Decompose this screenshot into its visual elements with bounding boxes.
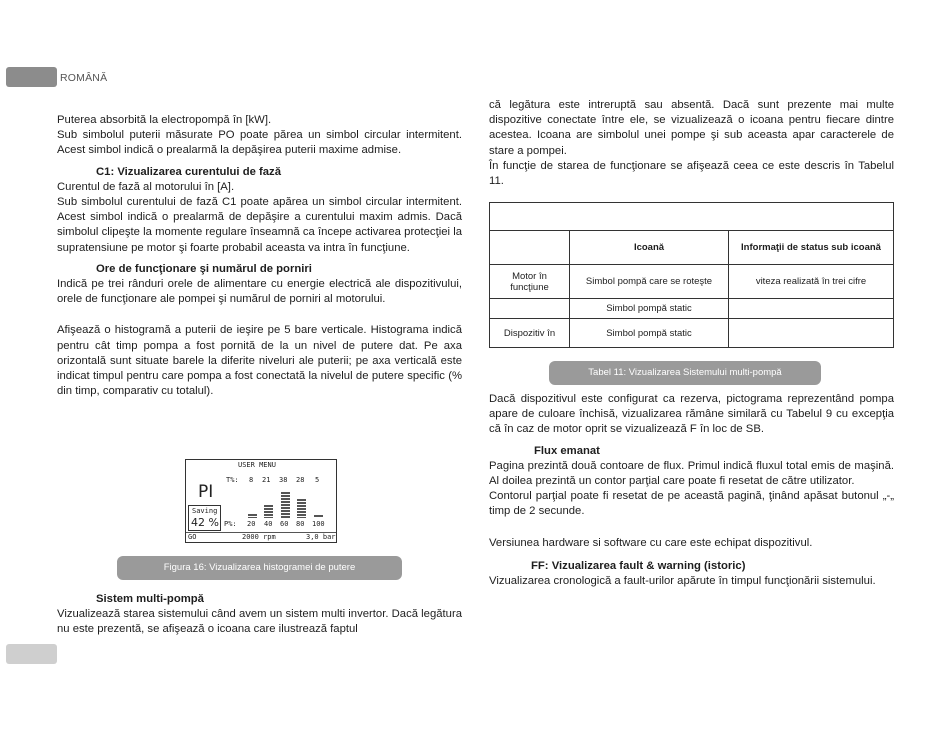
table-cell [729, 299, 894, 319]
lcd-p-label: P%: [224, 520, 237, 528]
paragraph: că legătura este intreruptă sau absentă. Dacă sunt prezente mai multe dispozitive conectate între ele, se vizualizează o icoana pentru fiecare dintre acestea. Icoana are simbolul unei pompe şi sub aceasta apar caracterele de stare a pompei. [489, 99, 894, 157]
histogram-bar [314, 515, 323, 518]
lcd-saving-label: Saving [192, 507, 218, 515]
paragraph: Sub simbolul puterii măsurate PO poate părea un simbol circular intermitent. Acest simbol indică o prealarmă la depăşirea puterii maxime admise. [57, 129, 462, 157]
table-row [490, 265, 894, 299]
lcd-title: USER MENU [238, 461, 276, 469]
page-tab-bottom [6, 644, 57, 664]
lcd-histogram-figure [185, 459, 337, 543]
paragraph: Contorul parţial poate fi resetat de pe această pagină, ţinând apăsat butonul „-„ timp de 2 secunde. [489, 490, 894, 518]
table-header-row [490, 231, 894, 265]
lcd-t-value: 5 [315, 476, 320, 484]
table-cell: Simbol pompă static [570, 319, 729, 348]
table-row [490, 203, 894, 231]
lcd-saving-value: 42 % [191, 516, 219, 529]
lcd-p-value: 40 [264, 520, 273, 528]
histogram-bar [264, 505, 273, 518]
table-cell: Simbol pompă care se roteşte [570, 265, 729, 299]
paragraph: Vizualizează starea sistemului când avem un sistem multi invertor. Dacă legătura nu este prezentă, se afişează o icoana care ilustrează faptul [57, 608, 462, 636]
lcd-p-value: 80 [296, 520, 305, 528]
table-cell: Dispozitiv în [490, 319, 570, 348]
table-cell [490, 203, 894, 231]
right-column-bottom [489, 392, 894, 589]
paragraph: Afişează o histogramă a puterii de ieşire pe 5 bare verticale. Histograma indică pentru cât timp pompa a fost pornită de la un nivel de putere dat. Pe axa orizontală sunt situate barele la diferite niveluri ale puterii; pe axa verticală este indicat timpul pentru care pompa a fost conectată la nivelul de putere specific (% din timp, comparativ cu totalul). [57, 324, 462, 398]
section-heading: Ore de funcţionare şi numărul de porniri [96, 262, 312, 275]
histogram-bar [248, 514, 257, 518]
lcd-t-value: 21 [262, 476, 271, 484]
lcd-t-label: T%: [226, 476, 239, 484]
table-header-icon: Icoană [570, 231, 729, 265]
paragraph: Versiunea hardware si software cu care este echipat dispozitivul. [489, 536, 813, 549]
table-cell [490, 231, 570, 265]
table-cell: viteza realizată în trei cifre [729, 265, 894, 299]
paragraph: În funcţie de starea de funcţionare se afişează ceea ce este descris în Tabelul 11. [489, 159, 894, 188]
right-column [489, 98, 894, 189]
figure-caption: Figura 16: Vizualizarea histogramei de putere [117, 556, 402, 580]
table-row [490, 319, 894, 348]
lcd-p-value: 100 [312, 520, 325, 528]
section-heading: Flux emanat [534, 444, 600, 457]
lcd-go: GO [188, 533, 197, 541]
paragraph: Vizualizarea cronologică a fault-urilor apărute în timpul funcţionării sistemului. [489, 575, 876, 588]
lcd-t-value: 8 [249, 476, 254, 484]
table-row [490, 299, 894, 319]
lcd-t-value: 38 [279, 476, 288, 484]
page-tab-top [6, 67, 57, 87]
language-label: ROMÂNĂ [60, 72, 108, 84]
lcd-p-value: 20 [247, 520, 256, 528]
table-header-info: Informaţii de status sub icoană [729, 231, 894, 265]
histogram-bar [297, 499, 306, 518]
paragraph: Puterea absorbită la electropompă în [kW]. [57, 114, 272, 126]
section-heading: FF: Vizualizarea fault & warning (istoric) [531, 559, 746, 572]
paragraph: Dacă dispozitivul este configurat ca rezerva, pictograma reprezentând pompa apare de culoare închisă, vizualizarea rămâne similară cu Tabelul 9 cu excepţia că în caz de motor oprit se vizualizează F în loc de SB. [489, 393, 894, 436]
table-caption: Tabel 11: Vizualizarea Sistemului multi-pompă [549, 361, 821, 385]
table-cell [729, 319, 894, 348]
table-cell: Simbol pompă static [570, 299, 729, 319]
lcd-pressure: 3,0 bar [306, 533, 336, 541]
histogram-bar [281, 492, 290, 518]
left-column [57, 113, 462, 399]
lcd-t-value: 28 [296, 476, 305, 484]
paragraph: Pagina prezintă două contoare de flux. Primul indică fluxul total emis de maşină. Al doilea prezintă un contor parţial care poate fi resetat de către utilizator. [489, 459, 894, 488]
section-heading: C1: Vizualizarea curentului de fază [96, 165, 281, 178]
lcd-p-value: 60 [280, 520, 289, 528]
table-cell: Motor în funcţiune [490, 265, 570, 299]
table-cell [490, 299, 570, 319]
lcd-pi-label: PI [198, 482, 214, 502]
paragraph: Indică pe trei rânduri orele de alimentare cu energie electrică ale dispozitivului, orele de funcţionare ale pompei şi numărul de porniri al motorului. [57, 278, 462, 306]
section-heading: Sistem multi-pompă [96, 593, 204, 605]
paragraph: Sub simbolul curentului de fază C1 poate apărea un simbol circular intermitent. Acest simbol indică o prealarmă de depăşire a curentului maxim admis. Dacă simbolul clipeşte la momente regulare înseamnă ca începe activarea protecţiei la supratensiune pe motor şi foarte probabil aceasta va intra în funcţiune. [57, 196, 462, 254]
status-table [489, 202, 894, 348]
lcd-rpm: 2000 rpm [242, 533, 276, 541]
left-column-bottom [57, 592, 462, 638]
paragraph: Curentul de fază al motorului în [A]. [57, 180, 235, 193]
lcd-saving-box [188, 505, 221, 531]
